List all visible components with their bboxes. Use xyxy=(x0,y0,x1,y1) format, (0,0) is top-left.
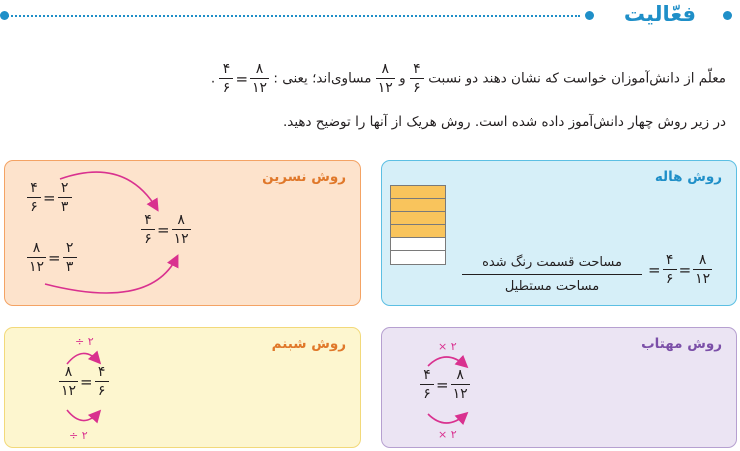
hale-title: روش هاله xyxy=(654,169,722,185)
intro-rest: مساوی‌اند؛ یعنی : xyxy=(273,70,372,87)
activity-title: فعّالیت xyxy=(623,2,696,26)
header-right-dot xyxy=(585,11,594,20)
shabnam-arrows xyxy=(5,328,362,449)
header-left-dot xyxy=(0,11,9,20)
nasrin-title: روش نسرین xyxy=(262,169,346,185)
nasrin-arrows xyxy=(5,161,362,307)
shabnam-arrow-top xyxy=(67,353,99,364)
mahtab-equation: $\frac{۴}{۶}$ = $\frac{۸}{۱۲}$ xyxy=(420,368,470,401)
intro-frac-a: $\frac{۴}{۶}$ xyxy=(410,62,424,95)
intro-frac-b: $\frac{۸}{۱۲}$ xyxy=(377,61,393,96)
mahtab-op-top: × ۲ xyxy=(438,340,457,353)
shabnam-op-top: ÷ ۲ xyxy=(75,335,94,348)
intro-equation: $\frac{۴}{۶}$ = $\frac{۸}{۱۲}$ xyxy=(219,62,269,95)
mahtab-arrow-top xyxy=(428,357,466,366)
shabnam-op-bottom: ÷ ۲ xyxy=(69,429,88,442)
nasrin-eq-result: $\frac{۴}{۶}$ = $\frac{۸}{۱۲}$ xyxy=(141,213,191,246)
intro-and: و xyxy=(399,70,406,87)
shabnam-equation: $\frac{۸}{۱۲}$ = $\frac{۴}{۶}$ xyxy=(59,365,109,398)
hale-label-num: مساحت قسمت رنگ شده xyxy=(482,255,622,270)
shabnam-title: روش شبنم xyxy=(271,336,346,352)
header-end-dot xyxy=(723,11,732,20)
nasrin-eq-top: $\frac{۴}{۶}$ = $\frac{۲}{۳}$ xyxy=(27,181,72,214)
mahtab-title: روش مهتاب xyxy=(641,336,722,352)
mahtab-arrows xyxy=(382,328,738,449)
hale-label-den: مساحت مستطیل xyxy=(504,279,600,294)
intro-line-2: در زیر روش چهار دانش‌آموز داده شده است. روش هریک از آنها را توضیح دهید. xyxy=(282,114,726,130)
intro-line-1 xyxy=(12,62,726,95)
hale-equation: = $\frac{۴}{۶}$ = $\frac{۸}{۱۲}$ xyxy=(648,252,711,287)
intro-period: . xyxy=(210,70,216,87)
hale-method-box xyxy=(381,160,737,306)
hale-area-ratio xyxy=(462,256,642,293)
mahtab-method-box xyxy=(381,327,737,448)
nasrin-method-box xyxy=(4,160,361,306)
hale-shaded-rectangle xyxy=(390,185,446,265)
shabnam-method-box xyxy=(4,327,361,448)
mahtab-arrow-bottom xyxy=(428,414,466,423)
nasrin-arrow-top xyxy=(60,172,157,209)
nasrin-arrow-bottom xyxy=(45,257,177,293)
header-dotted-line xyxy=(4,15,580,17)
intro-text: معلّم از دانش‌آموزان خواست که نشان دهند دو نسبت xyxy=(428,70,726,87)
mahtab-op-bottom: × ۲ xyxy=(438,428,457,441)
shabnam-arrow-bottom xyxy=(67,410,99,421)
nasrin-eq-bottom: $\frac{۸}{۱۲}$ = $\frac{۲}{۳}$ xyxy=(27,241,77,274)
